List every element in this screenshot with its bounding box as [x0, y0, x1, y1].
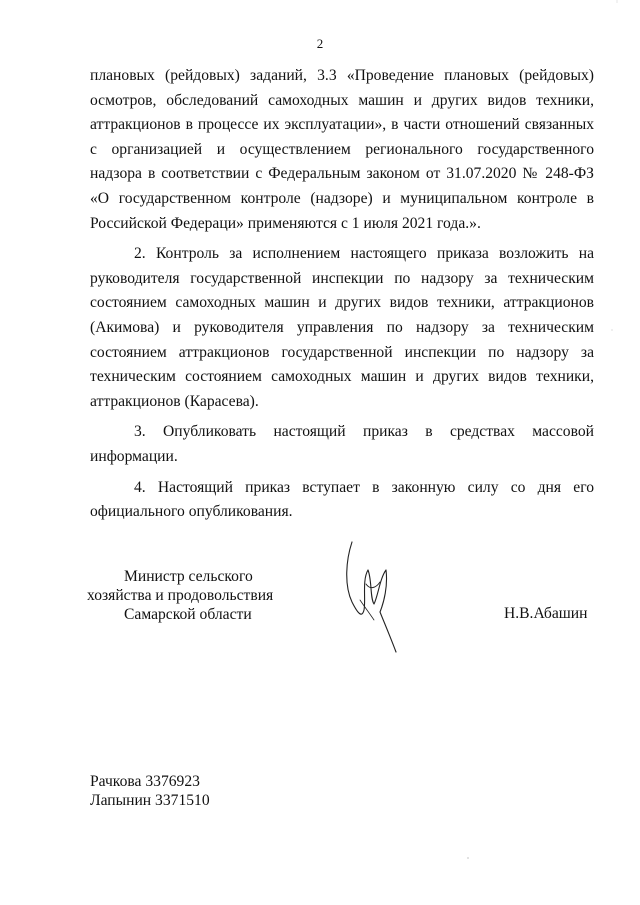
signatory-title-line: хозяйства и продовольствия: [87, 587, 274, 604]
paragraph-publish: 3. Опубликовать настоящий приказ в средствах массовой информации.: [90, 423, 594, 465]
paragraph-continuation: плановых (рейдовых) заданий, 3.3 «Проведение плановых (рейдовых) осмотров, обследований самоходных машин и других видов техники, аттракционов в процессе их эксплуатации», в части отношений связанных с организацией и осуществлением регионального государственного надзора в соответствии с Федеральным законом от 31.07.2020 № 248-ФЗ «О государственном контроле (надзоре) и муниципальном контроле в Российской Федераци» применяются с 1 июля 2021 года.».: [90, 67, 594, 232]
signatory-title-line: Министр сельского: [124, 568, 253, 585]
document-body: [90, 64, 594, 531]
paragraph-effective: 4. Настоящий приказ вступает в законную силу со дня его официального опубликования.: [90, 478, 594, 521]
signatory-title-line: Самарской области: [124, 606, 252, 623]
paragraph-control: 2. Контроль за исполнением настоящего приказа возложить на руководителя государственной инспекции по надзору за техническим состоянием самоходных машин и других видов техники, аттракционов (Акимова) и руководителя управления по надзору за техническим состоянием аттракционов государственной инспекции по надзору за техническим состоянием самоходных машин и других видов техники, аттракционов (Карасева).: [90, 245, 594, 410]
handwritten-signature-icon: [340, 540, 410, 660]
signatory-name: Н.В.Абашин: [504, 605, 588, 622]
signatory-title: [87, 567, 274, 624]
page-number: 2: [316, 36, 324, 51]
contact-line: Лапынин 3371510: [90, 792, 210, 809]
contact-line: Рачкова 3376923: [90, 773, 200, 790]
contact-list: [90, 772, 210, 810]
